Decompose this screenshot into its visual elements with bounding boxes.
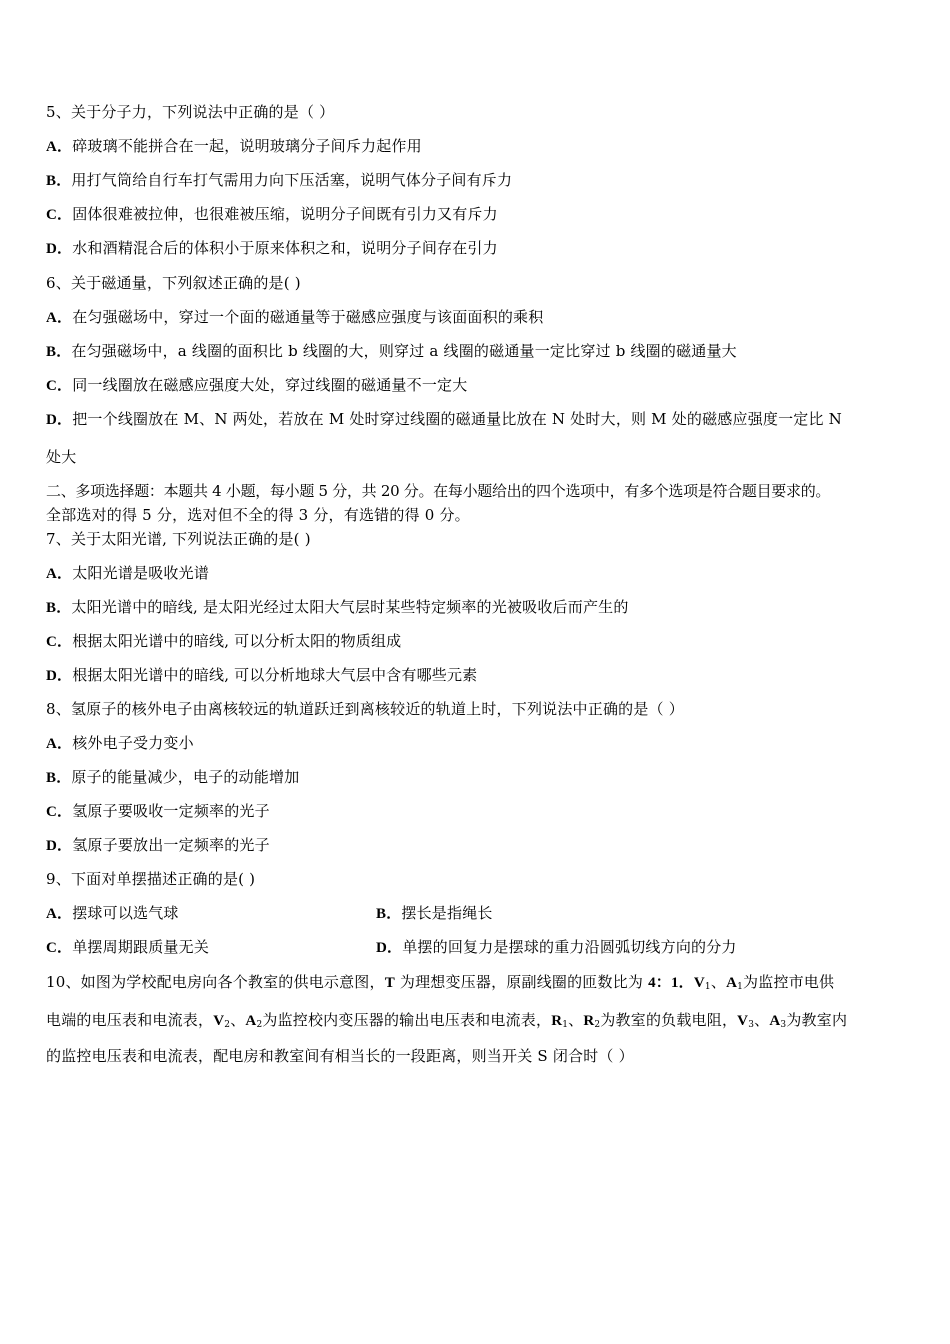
symbol-a: A <box>245 1013 257 1029</box>
question-7-option-c <box>46 631 401 652</box>
text: 电端的电压表和电流表， <box>46 1011 214 1029</box>
text: 、 <box>568 1011 584 1029</box>
question-6-stem: 6、关于磁通量，下列叙述正确的是( ) <box>46 274 301 292</box>
question-5-option-d <box>46 238 498 259</box>
option-letter: A． <box>46 566 73 582</box>
text: 、 <box>710 973 727 991</box>
text: 、 <box>754 1011 770 1029</box>
subscript: 3 <box>748 1020 755 1030</box>
option-letter: B． <box>46 344 72 360</box>
question-8-option-c <box>46 801 270 822</box>
option-text: 用打气筒给自行车打气需用力向下压活塞，说明气体分子间有斥力 <box>71 171 513 189</box>
option-text: 水和酒精混合后的体积小于原来体积之和，说明分子间存在引力 <box>72 239 498 257</box>
question-6-option-d <box>46 409 842 430</box>
subscript: 1 <box>737 982 744 992</box>
subscript: 2 <box>224 1020 231 1030</box>
subscript: 3 <box>780 1020 787 1030</box>
section-2-heading: 二、多项选择题：本题共 4 小题，每小题 5 分，共 20 分。在每小题给出的四个选项中，有多个选项是符合题目要求的。 <box>46 482 831 500</box>
option-letter: A． <box>46 736 73 752</box>
subscript: 2 <box>256 1020 263 1030</box>
option-text: 根据太阳光谱中的暗线, 可以分析地球大气层中含有哪些元素 <box>72 666 478 684</box>
option-text: 原子的能量减少，电子的动能增加 <box>71 768 300 786</box>
question-9-option-b <box>376 903 493 924</box>
option-letter: A． <box>46 310 73 326</box>
question-8-option-a <box>46 733 194 754</box>
option-letter: D． <box>46 668 73 684</box>
option-letter: B． <box>46 770 72 786</box>
question-7-option-d <box>46 665 477 686</box>
option-letter: B． <box>376 906 402 922</box>
option-letter: A． <box>46 139 73 155</box>
option-text: 氢原子要放出一定频率的光子 <box>72 836 270 854</box>
subscript: 1 <box>562 1020 569 1030</box>
option-letter: B． <box>46 173 72 189</box>
option-letter: C． <box>46 634 73 650</box>
option-text: 太阳光谱中的暗线, 是太阳光经过太阳大气层时某些特定频率的光被吸收后而产生的 <box>71 598 629 616</box>
turns-ratio: 4：1． <box>648 975 694 991</box>
option-text: 单摆的回复力是摆球的重力沿圆弧切线方向的分力 <box>402 938 737 956</box>
option-letter: C． <box>46 940 73 956</box>
option-letter: D． <box>46 838 73 854</box>
section-2-scoring: 全部选对的得 5 分，选对但不全的得 3 分，有选错的得 0 分。 <box>46 506 470 524</box>
symbol-r: R <box>583 1013 595 1029</box>
symbol-r: R <box>551 1013 563 1029</box>
option-text: 核外电子受力变小 <box>72 734 194 752</box>
question-6-option-d-continuation: 处大 <box>46 448 77 466</box>
option-text: 同一线圈放在磁感应强度大处，穿过线圈的磁通量不一定大 <box>72 376 468 394</box>
question-7-option-a <box>46 563 209 584</box>
question-6-option-c <box>46 375 467 396</box>
subscript: 1 <box>704 982 711 992</box>
symbol-v: V <box>737 1013 749 1029</box>
option-text: 固体很难被拉伸，也很难被压缩，说明分子间既有引力又有斥力 <box>72 205 498 223</box>
text: 为教室内 <box>786 1011 848 1029</box>
question-5-option-a <box>46 136 422 157</box>
text: 为理想变压器，原副线圈的匝数比为 <box>394 973 649 991</box>
symbol-t: T <box>384 975 395 991</box>
question-5-option-c <box>46 204 498 225</box>
option-letter: C． <box>46 804 73 820</box>
option-text: 摆球可以选气球 <box>72 904 179 922</box>
text: 为教室的负载电阻， <box>600 1011 738 1029</box>
question-5-option-b <box>46 170 512 191</box>
text: 为监控市电供 <box>743 973 835 991</box>
question-8-stem: 8、氢原子的核外电子由离核较远的轨道跃迁到离核较近的轨道上时，下列说法中正确的是（ ） <box>46 700 684 718</box>
question-10-line-1 <box>46 972 834 993</box>
question-6-option-b <box>46 341 737 362</box>
option-letter: B． <box>46 600 72 616</box>
question-8-option-d <box>46 835 270 856</box>
symbol-v: V <box>693 975 705 991</box>
text: 10、如图为学校配电房向各个教室的供电示意图， <box>46 973 385 991</box>
option-text: 单摆周期跟质量无关 <box>72 938 210 956</box>
question-10-line-3: 的监控电压表和电流表，配电房和教室间有相当长的一段距离，则当开关 S 闭合时（ ） <box>46 1047 634 1065</box>
option-text: 氢原子要吸收一定频率的光子 <box>72 802 270 820</box>
question-9-stem: 9、下面对单摆描述正确的是( ) <box>46 870 256 888</box>
symbol-a: A <box>726 975 738 991</box>
option-text: 摆长是指绳长 <box>401 904 493 922</box>
subscript: 2 <box>594 1020 601 1030</box>
text: 、 <box>230 1011 246 1029</box>
option-text: 根据太阳光谱中的暗线, 可以分析太阳的物质组成 <box>72 632 402 650</box>
option-text: 太阳光谱是吸收光谱 <box>72 564 210 582</box>
question-7-stem: 7、关于太阳光谱, 下列说法正确的是( ) <box>46 530 311 548</box>
option-letter: D． <box>46 412 73 428</box>
question-7-option-b <box>46 597 629 618</box>
option-text: 在匀强磁场中，a 线圈的面积比 b 线圈的大，则穿过 a 线圈的磁通量一定比穿过 b 线圈的磁通量大 <box>71 342 737 360</box>
option-letter: D． <box>376 940 403 956</box>
option-text: 把一个线圈放在 M、N 两处，若放在 M 处时穿过线圈的磁通量比放在 N 处时大，则 M 处的磁感应强度一定比 N <box>72 410 843 428</box>
symbol-v: V <box>213 1013 225 1029</box>
question-5-stem: 5、关于分子力，下列说法中正确的是（ ） <box>46 103 335 121</box>
symbol-a: A <box>769 1013 781 1029</box>
option-letter: C． <box>46 207 73 223</box>
question-6-option-a <box>46 307 543 328</box>
question-9-option-d <box>376 937 737 958</box>
question-9-option-a <box>46 903 179 924</box>
option-letter: A． <box>46 906 73 922</box>
question-9-option-c <box>46 937 209 958</box>
option-text: 碎玻璃不能拼合在一起，说明玻璃分子间斥力起作用 <box>72 137 422 155</box>
option-letter: D． <box>46 241 73 257</box>
option-text: 在匀强磁场中，穿过一个面的磁通量等于磁感应强度与该面面积的乘积 <box>72 308 544 326</box>
question-10-line-2 <box>46 1010 847 1031</box>
text: 为监控校内变压器的输出电压表和电流表， <box>262 1011 552 1029</box>
option-letter: C． <box>46 378 73 394</box>
question-8-option-b <box>46 767 299 788</box>
